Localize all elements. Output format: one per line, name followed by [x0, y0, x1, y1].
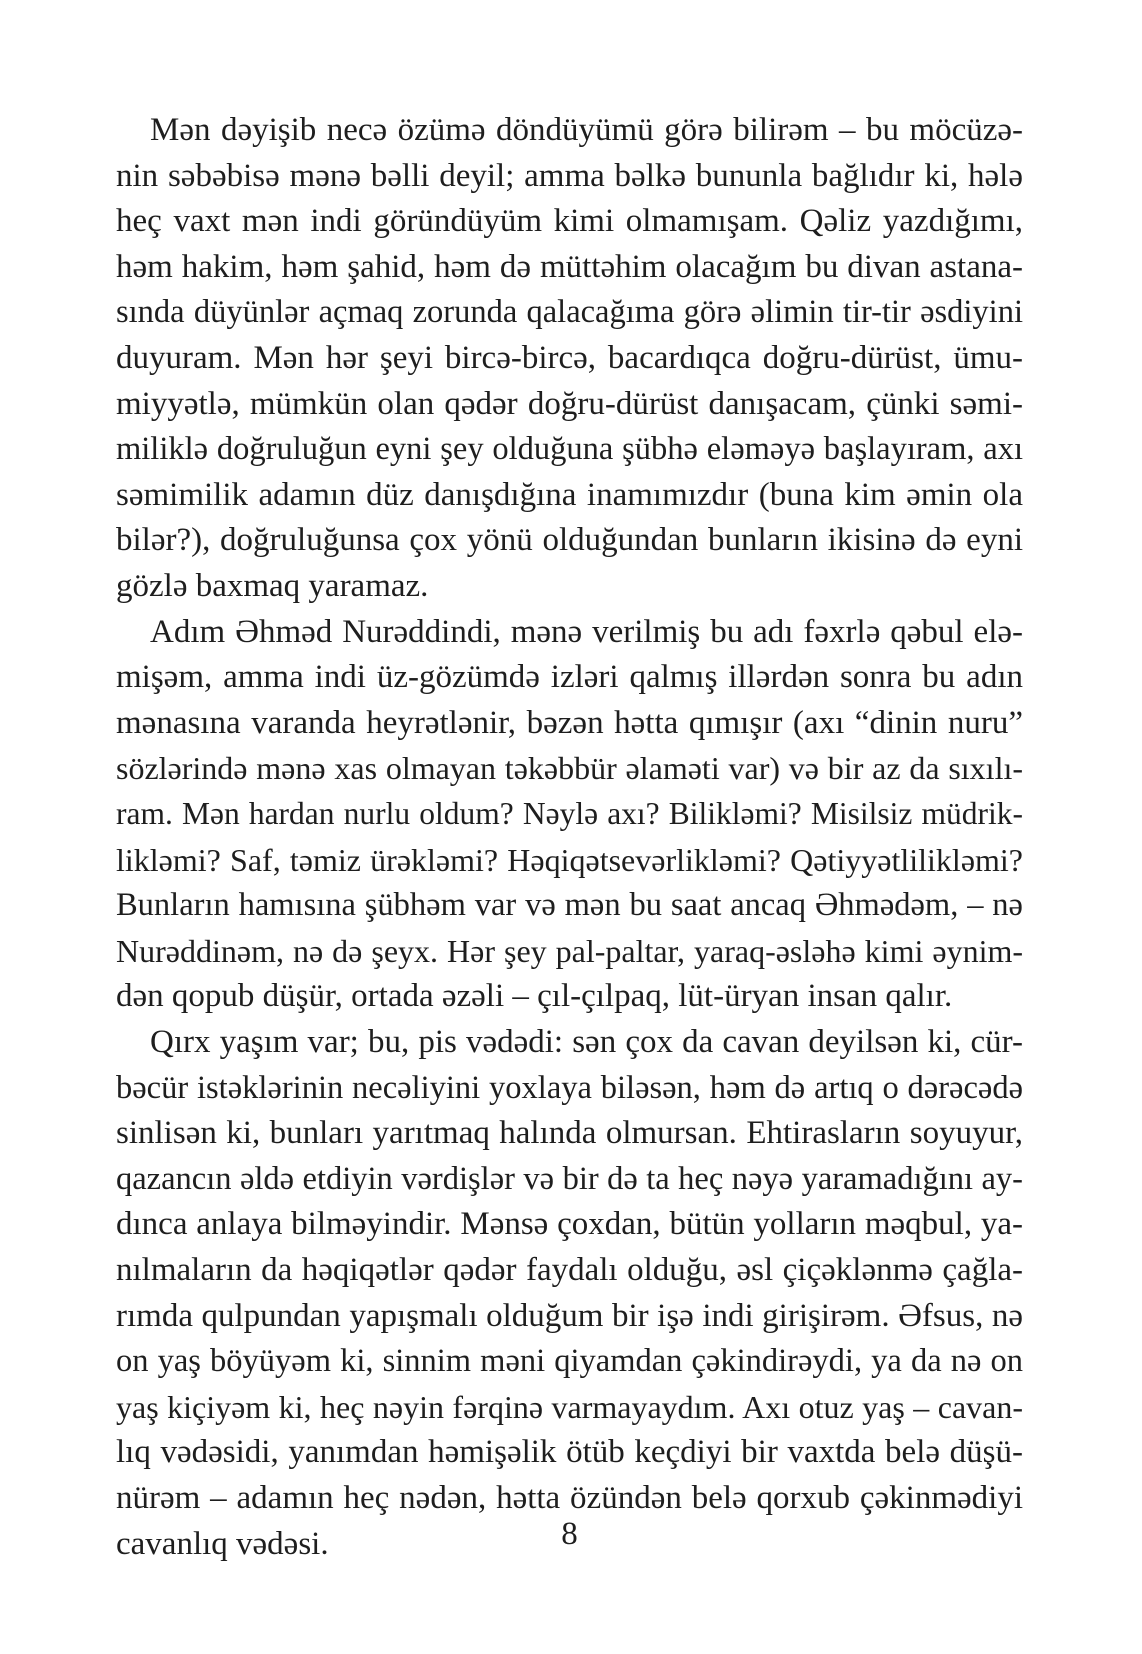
text-line: həm hakim, həm şahid, həm də müttəhim olacağım bu divan astana-	[116, 248, 1023, 285]
text-line: rımda qulpundan yapışmalı olduğum bir işə indi girişirəm. Əfsus, nə	[116, 1297, 1023, 1334]
text-line: sözlərində mənə xas olmayan təkəbbür əlaməti var) və bir az da sıxılı-	[116, 750, 1023, 787]
text-line: qazancın əldə etdiyin vərdişlər və bir də ta heç nəyə yaramadığını ay-	[116, 1160, 1023, 1197]
book-page	[116, 106, 1023, 1606]
text-line: nin səbəbisə mənə bəlli deyil; amma bəlkə bununla bağlıdır ki, hələ	[116, 157, 1023, 194]
text-line: dən qopub düşür, ortada əzəli – çıl-çılpaq, lüt-üryan insan qalır.	[116, 978, 953, 1015]
text-line: likləmi? Saf, təmiz ürəkləmi? Həqiqətsevərlikləmi? Qətiyyətlilikləmi?	[116, 841, 1023, 878]
text-line: Mən dəyişib necə özümə döndüyümü görə bilirəm – bu möcüzə-	[150, 112, 1023, 148]
text-line: miliklə doğruluğun eyni şey olduğuna şübhə eləməyə başlayıram, axı	[116, 431, 1023, 468]
text-line: Bunların hamısına şübhəm var və mən bu saat ancaq Əhmədəm, – nə	[116, 887, 1023, 924]
text-line: sinlisən ki, bunları yarıtmaq halında olmursan. Ehtirasların soyuyur,	[116, 1115, 1023, 1152]
page-number: 8	[561, 1516, 578, 1552]
text-line: duyuram. Mən hər şeyi bircə-bircə, bacardıqca doğru-dürüst, ümu-	[116, 340, 1023, 376]
text-line: yaş kiçiyəm ki, heç nəyin fərqinə varmayaydım. Axı otuz yaş – cavan-	[116, 1388, 1023, 1425]
text-line: bəcür istəklərinin necəliyini yoxlaya biləsən, həm də artıq o dərəcədə	[116, 1069, 1023, 1106]
text-line: Adım Əhməd Nurəddindi, mənə verilmiş bu adı fəxrlə qəbul elə-	[150, 613, 1023, 650]
text-line: Qırx yaşım var; bu, pis vədədi: sən çox da cavan deyilsən ki, cür-	[150, 1024, 1023, 1060]
text-line: mişəm, amma indi üz-gözümdə izləri qalmış illərdən sonra bu adın	[116, 659, 1023, 696]
text-line: lıq vədəsidi, yanımdan həmişəlik ötüb keçdiyi bir vaxtda belə düşü-	[116, 1434, 1023, 1471]
text-line: dınca anlaya bilməyindir. Mənsə çoxdan, bütün yolların məqbul, ya-	[116, 1206, 1023, 1243]
text-line: heç vaxt mən indi göründüyüm kimi olmamışam. Qəliz yazdığımı,	[116, 203, 1023, 240]
text-line: gözlə baxmaq yaramaz.	[116, 568, 429, 604]
text-line: cavanlıq vədəsi.	[116, 1525, 329, 1562]
text-line: mənasına varanda heyrətlənir, bəzən hətta qımışır (axı “dinin nuru”	[116, 704, 1023, 741]
text-line: ram. Mən hardan nurlu oldum? Nəylə axı? Bilikləmi? Misilsiz müdrik-	[116, 796, 1023, 831]
text-line: nürəm – adamın heç nədən, hətta özündən belə qorxub çəkinmədiyi	[116, 1480, 1023, 1516]
text-line: miyyətlə, mümkün olan qədər doğru-dürüst danışacam, çünki səmi-	[116, 385, 1023, 422]
text-line: sında düyünlər açmaq zorunda qalacağıma görə əlimin tir-tir əsdiyini	[116, 294, 1023, 331]
text-line: on yaş böyüyəm ki, sinnim məni qiyamdan çəkindirəydi, ya da nə on	[116, 1343, 1023, 1380]
text-line: səmimilik adamın düz danışdığına inamımızdır (buna kim əmin ola	[116, 476, 1023, 513]
text-line: bilər?), doğruluğunsa çox yönü olduğundan bunların ikisinə də eyni	[116, 522, 1023, 559]
text-line: nılmaların da həqiqətlər qədər faydalı olduğu, əsl çiçəklənmə çağla-	[116, 1252, 1023, 1288]
text-line: Nurəddinəm, nə də şeyx. Hər şey pal-paltar, yaraq-əsləhə kimi əynim-	[116, 932, 1023, 969]
